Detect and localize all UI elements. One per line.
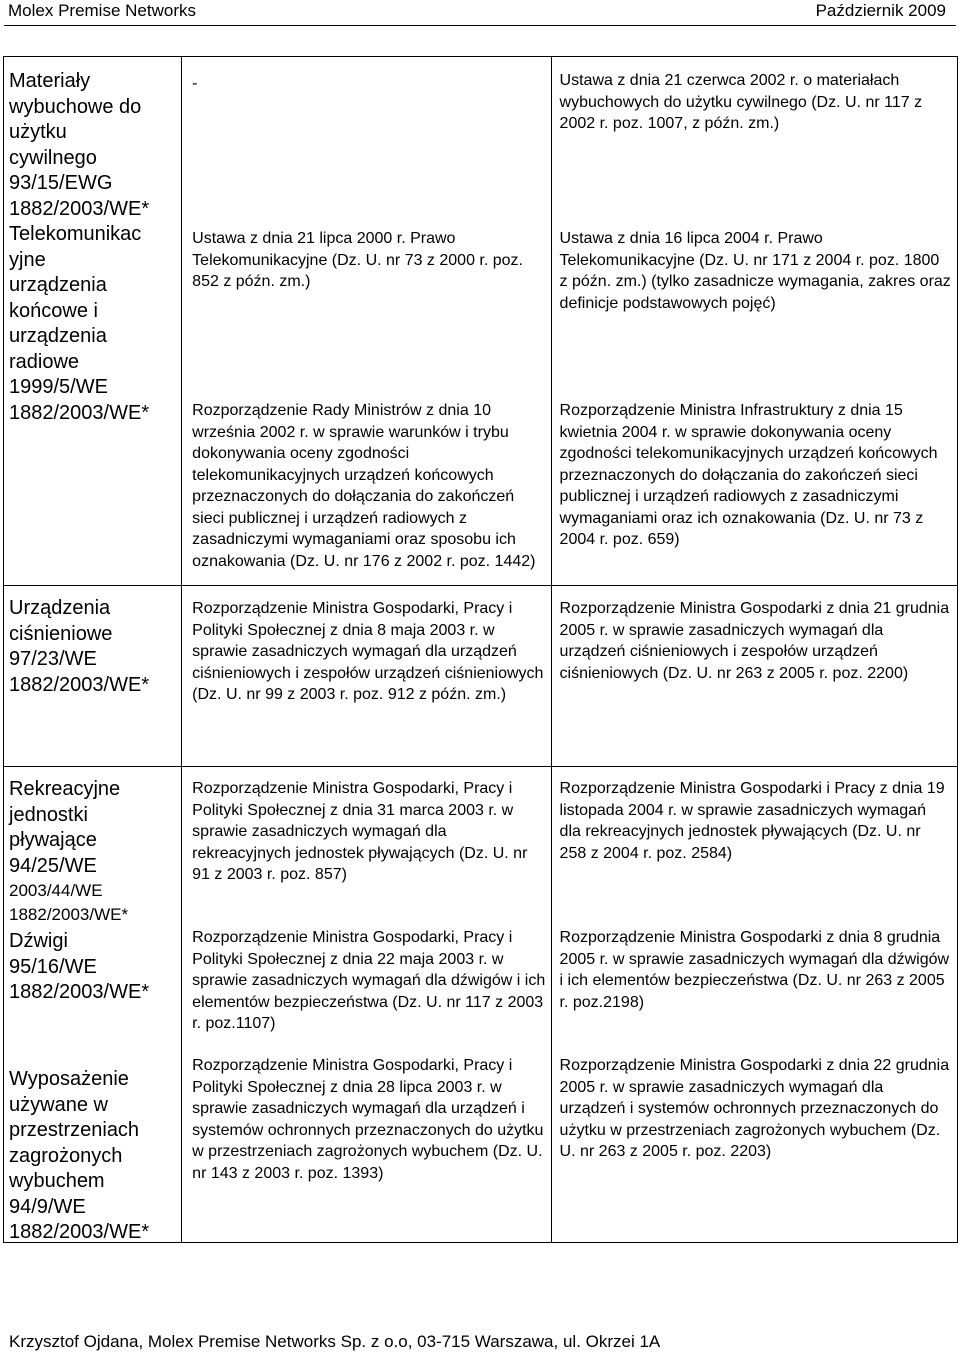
directives-table — [3, 56, 958, 1243]
directive-line: 1882/2003/WE* — [9, 401, 150, 424]
directive-line: radiowe — [9, 350, 80, 373]
directive-line: Wyposażenie — [9, 1068, 129, 1090]
law-text: Rozporządzenie Ministra Gospodarki, Pracy i Polityki Społecznej z dnia 8 maja 2003 r. w sprawie zasadniczych wymagań dla urządzeń ciśnieniowych i zespołów urządzeń ciśnieniowych (Dz. U. nr 99 z 2003 r. poz. 912 z późn. zm.) — [192, 600, 544, 703]
directive-cell — [4, 767, 182, 1243]
header-rule — [4, 25, 956, 26]
directive-line: 94/25/WE — [9, 854, 97, 877]
page-header — [0, 0, 960, 24]
polish-law-cell — [182, 57, 551, 586]
polish-law-cell — [182, 767, 551, 1243]
directive-cell — [4, 57, 182, 586]
header-company: Molex Premise Networks — [8, 1, 196, 20]
directive-line: 97/23/WE — [9, 648, 97, 670]
law-text: Rozporządzenie Ministra Gospodarki i Pracy z dnia 19 listopada 2004 r. w sprawie zasadniczych wymagań dla rekreacyjnych jednostek pływających (Dz. U. nr 258 z 2004 r. poz. 2584) — [559, 780, 945, 862]
law-text: Rozporządzenie Ministra Gospodarki, Pracy i Polityki Społecznej z dnia 22 maja 2003 r. w sprawie zasadniczych wymagań dla dźwigów i ich elementów bezpieczeństwa (Dz. U. nr 117 z 2003 r. poz.1107) — [192, 929, 546, 1032]
directive-atex — [9, 1067, 179, 1246]
polish-law-cell — [551, 767, 957, 1243]
directive-explosives — [9, 69, 179, 426]
law-text: Ustawa z dnia 16 lipca 2004 r. Prawo Telekomunikacyjne (Dz. U. nr 171 z 2004 r. poz. 1800 z późn. zm.) (tylko zasadnicze wymagania, zakres oraz definicje podstawowych pojęć) — [559, 230, 951, 312]
law-text: Rozporządzenie Ministra Gospodarki z dnia 21 grudnia 2005 r. w sprawie zasadniczych wymagań dla urządzeń ciśnieniowych i zespołów urządzeń ciśnieniowych (Dz. U. nr 263 z 2005 r. poz. 2200) — [559, 600, 950, 682]
polish-law-cell — [182, 586, 551, 767]
directive-line: jednostki — [9, 803, 88, 826]
directive-line: Urządzenia — [9, 597, 111, 619]
directive-line: przestrzeniach — [9, 1119, 140, 1141]
directive-lifts — [9, 929, 179, 1006]
directive-line: 94/9/WE — [9, 1195, 86, 1218]
law-text: - — [192, 75, 198, 92]
directive-line: 1882/2003/WE* — [9, 673, 150, 696]
directive-line: wybuchowe do — [9, 95, 142, 118]
directive-line: 1882/2003/WE* — [9, 981, 150, 1003]
directive-line: użytku — [9, 121, 67, 143]
directive-line: Rekreacyjne — [9, 778, 121, 800]
law-text: Rozporządzenie Ministra Infrastruktury z dnia 15 kwietnia 2004 r. w sprawie dokonywania oceny zgodności telekomunikacyjnych urządzeń końcowych przeznaczonych do dołączania do zakończeń sieci publicznej i urządzeń radiowych z zasadniczymi wymaganiami oraz ich oznakowania (Dz. U. nr 73 z 2004 r. poz. 659) — [559, 402, 938, 548]
directive-line: urządzenia — [9, 274, 107, 296]
law-text: Rozporządzenie Ministra Gospodarki z dnia 8 grudnia 2005 r. w sprawie zasadniczych wymagań dla dźwigów i ich elementów bezpieczeństwa (Dz. U. nr 263 z 2005 r. poz.2198) — [559, 929, 950, 1011]
directive-line: zagrożonych — [9, 1144, 123, 1167]
law-text: Rozporządzenie Ministra Gospodarki, Pracy i Polityki Społecznej z dnia 31 marca 2003 r. w sprawie zasadniczych wymagań dla rekreacyjnych jednostek pływających (Dz. U. nr 91 z 2003 r. poz. 857) — [192, 780, 528, 883]
directive-line: 2003/44/WE — [9, 881, 103, 900]
directive-line: pływające — [9, 829, 97, 851]
directive-line: Telekomunikac — [9, 223, 142, 245]
header-date: Październik 2009 — [815, 1, 946, 20]
directive-recreational-craft — [9, 777, 179, 927]
directive-line: 1882/2003/WE* — [9, 197, 150, 220]
polish-law-cell — [551, 57, 957, 586]
polish-law-cell — [551, 586, 957, 767]
table-row — [4, 586, 958, 767]
directive-line: 95/16/WE — [9, 955, 97, 978]
directive-line: 1882/2003/WE* — [9, 905, 129, 924]
directive-cell — [4, 586, 182, 767]
table-row — [4, 767, 958, 1243]
directive-pressure — [9, 596, 179, 698]
directive-line: ciśnieniowe — [9, 622, 113, 645]
directive-line: urządzenia — [9, 325, 107, 347]
directive-line: yjne — [9, 248, 46, 271]
directive-line: 93/15/EWG — [9, 172, 113, 194]
directive-line: 1999/5/WE — [9, 376, 108, 398]
directive-line: Dźwigi — [9, 930, 68, 952]
law-text: Ustawa z dnia 21 lipca 2000 r. Prawo Telekomunikacyjne (Dz. U. nr 73 z 2000 r. poz. 852 z późn. zm.) — [192, 230, 523, 290]
law-text: Rozporządzenie Ministra Gospodarki z dnia 22 grudnia 2005 r. w sprawie zasadniczych wymagań dla urządzeń i systemów ochronnych przeznaczonych do użytku w przestrzeniach zagrożonych wybuchem (Dz. U. nr 263 z 2005 r. poz. 2203) — [559, 1057, 950, 1160]
directive-line: cywilnego — [9, 146, 97, 169]
directive-line: wybuchem — [9, 1170, 105, 1192]
table-row — [4, 57, 958, 586]
law-text: Ustawa z dnia 21 czerwca 2002 r. o materiałach wybuchowych do użytku cywilnego (Dz. U. nr 117 z 2002 r. poz. 1007, z późn. zm.) — [559, 72, 923, 132]
page-footer: Krzysztof Ojdana, Molex Premise Networks Sp. z o.o, 03-715 Warszawa, ul. Okrzei 1A — [9, 1332, 661, 1351]
directive-line: Materiały — [9, 70, 91, 92]
directive-line: używane w — [9, 1093, 108, 1116]
law-text: Rozporządzenie Rady Ministrów z dnia 10 września 2002 r. w sprawie warunków i trybu dokonywania oceny zgodności telekomunikacyjnych urządzeń końcowych przeznaczonych do dołączania do zakończeń sieci publicznej i urządzeń radiowych z zasadniczymi wymaganiami oraz sposobu ich oznakowania (Dz. U. nr 176 z 2002 r. poz. 1442) — [192, 402, 536, 570]
law-text: Rozporządzenie Ministra Gospodarki, Pracy i Polityki Społecznej z dnia 28 lipca 2003 r. w sprawie zasadniczych wymagań dla urządzeń i systemów ochronnych przeznaczonych do użytku w przestrzeniach zagrożonych wybuchem (Dz. U. nr 143 z 2003 r. poz. 1393) — [192, 1057, 544, 1182]
directive-line: 1882/2003/WE* — [9, 1221, 150, 1243]
directive-line: końcowe i — [9, 299, 98, 322]
